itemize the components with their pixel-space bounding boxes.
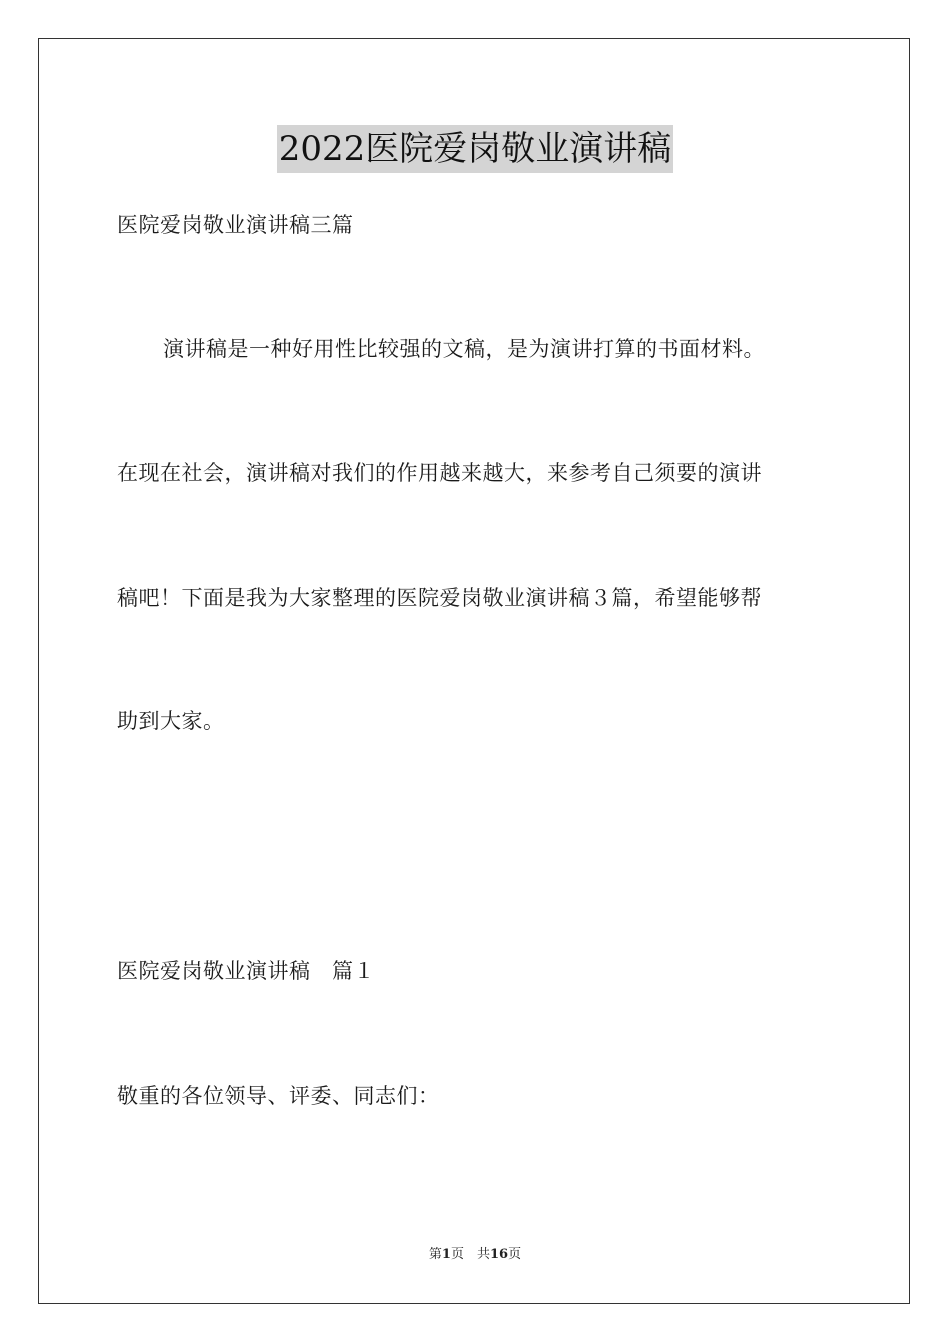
footer-page-suffix: 页 [508,1247,522,1262]
page-footer [0,1246,950,1264]
salutation: 敬重的各位领导、评委、同志们： [117,1084,440,1108]
document-title-block [0,125,950,173]
footer-page-mid: 页 共 [450,1247,490,1262]
footer-page-prefix: 第 [428,1247,442,1262]
intro-line-3: 稿吧！下面是我为大家整理的医院爱岗敬业演讲稿３篇，希望能够帮 [117,586,762,610]
footer-page-current: 1 [441,1247,451,1262]
intro-line-1: 演讲稿是一种好用性比较强的文稿，是为演讲打算的书面材料。 [163,337,765,361]
footer-page-total: 16 [489,1247,509,1262]
document-title: 2022医院爱岗敬业演讲稿 [277,125,674,173]
section-heading: 医院爱岗敬业演讲稿 篇１ [117,959,375,983]
intro-line-2: 在现在社会，演讲稿对我们的作用越来越大，来参考自己须要的演讲 [117,461,762,485]
intro-line-4: 助到大家。 [117,709,225,733]
document-subtitle: 医院爱岗敬业演讲稿三篇 [117,213,354,237]
